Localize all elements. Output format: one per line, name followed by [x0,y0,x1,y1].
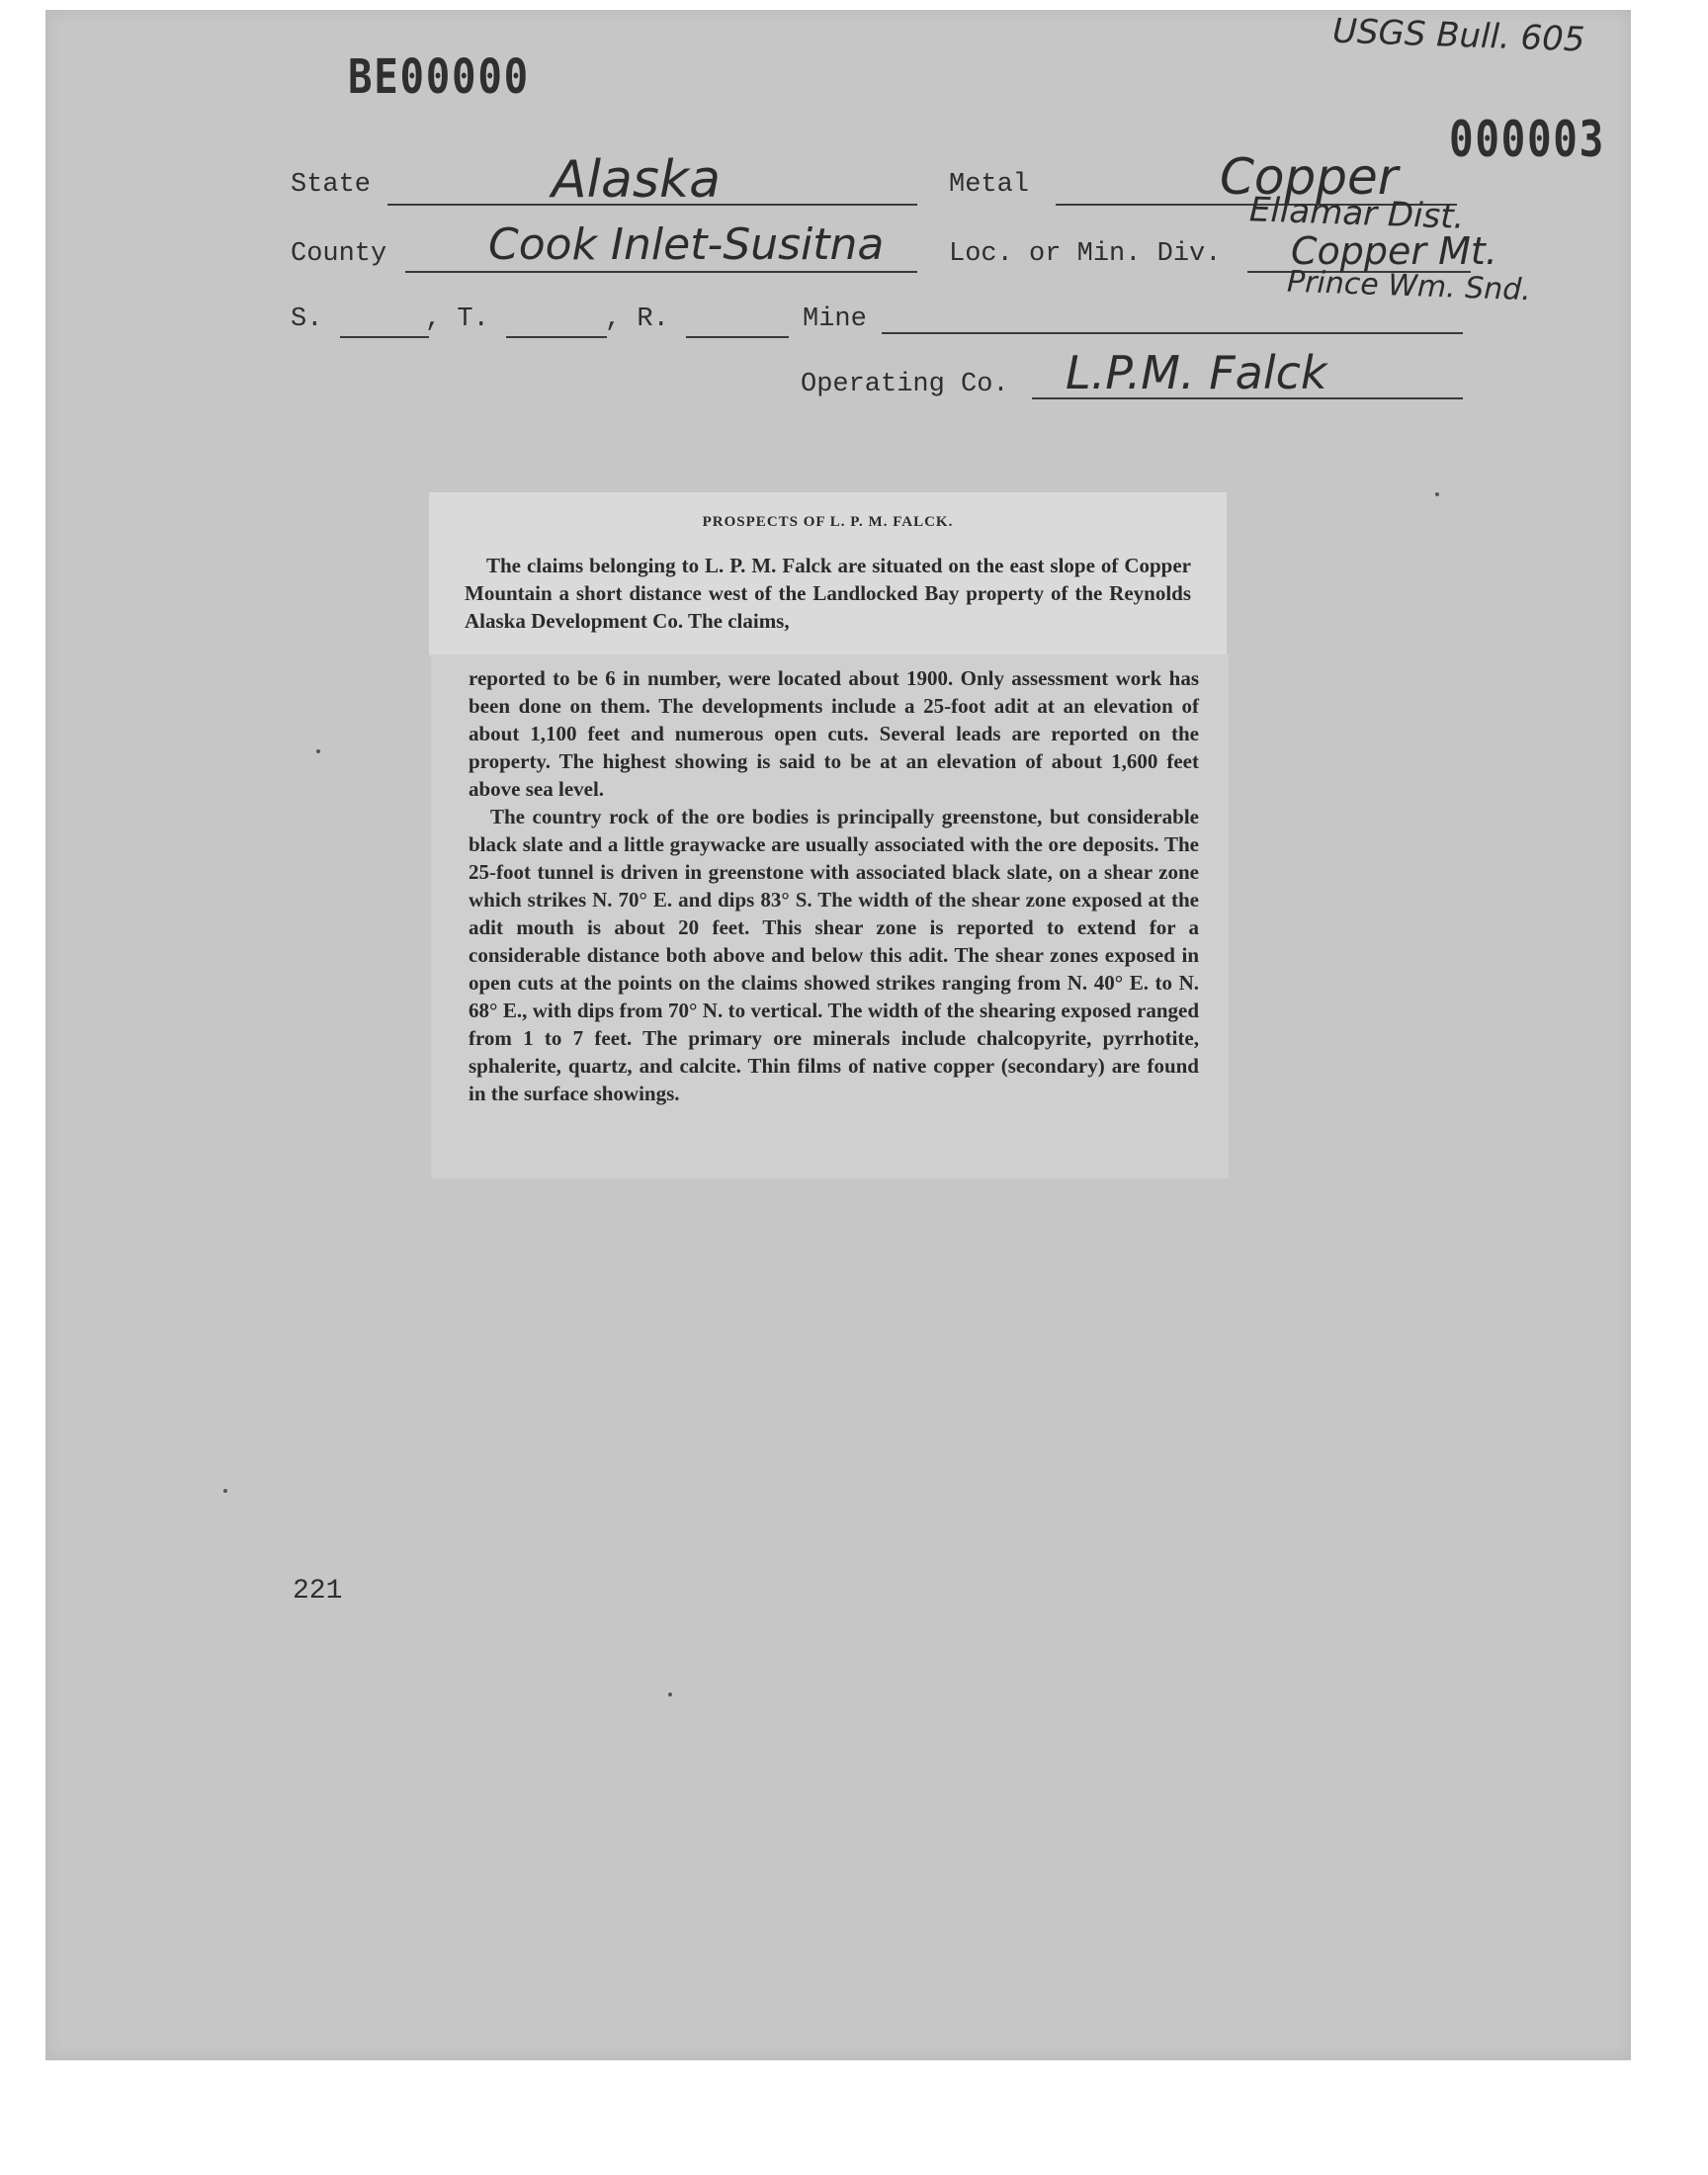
state-label: State [291,170,372,200]
operating-company-value: L.P.M. Falck [1066,346,1327,399]
state-value: Alaska [552,150,721,210]
section-line [340,336,429,338]
clipping-paragraph-1-start: The claims belonging to L. P. M. Falck are situated on the east slope of Copper Mountain a short distance west of the Landlocked Bay property of the Reynolds Alaska Development Co. The claims, [465,554,1191,633]
scan-speck [223,1489,227,1493]
township-label: , T. [425,304,489,334]
record-number-stamp: 000003 [1449,111,1605,168]
mine-line [882,332,1463,334]
section-label: S. [291,304,323,334]
clipping-paragraph-1-continued: reported to be 6 in number, were located about 1900. Only assessment work has been done on them. The developments include a 25-foot adit at an elevation of about 1,100 feet and numerous open cuts. Several leads are reported on the property. The highest showing is said to be at an elevation of about 1,600 feet above sea level. [469,666,1199,801]
page-number: 221 [293,1576,343,1607]
loc-value-line-2: Copper Mt. [1291,229,1497,273]
county-value: Cook Inlet-Susitna [488,219,885,270]
loc-label: Loc. or Min. Div. [949,239,1222,269]
scan-speck [668,1693,672,1696]
operating-company-label: Operating Co. [801,370,1009,399]
clipping-bottom-piece [431,654,1229,1178]
township-line [506,336,607,338]
range-line [686,336,789,338]
top-code-stamp: BE00000 [348,49,530,105]
clipping-top-piece [429,492,1227,655]
scan-speck [316,749,320,753]
metal-label: Metal [949,170,1030,200]
loc-value-line-1: Ellamar Dist. [1248,190,1466,237]
mine-label: Mine [803,304,867,334]
scan-speck [1435,492,1439,496]
loc-value-line-3: Prince Wm. Snd. [1286,264,1532,308]
clipping-paragraph-2: The country rock of the ore bodies is principally greenstone, but considerable black slate and a little graywacke are usually associated with the ore deposits. The 25-foot tunnel is driven in greenstone with associated black slate, on a shear zone which strikes N. 70° E. and dips 83° S. The width of the shear zone exposed at the adit mouth is about 20 feet. This shear zone is reported to extend for a considerable distance both above and below this adit. The shear zones exposed in open cuts at the points on the claims showed strikes ranging from N. 40° E. to N. 68° E., with dips from 70° N. to vertical. The width of the shearing exposed ranged from 1 to 7 feet. The primary ore minerals include chalcopyrite, pyrrhotite, sphalerite, quartz, and calcite. Thin films of native copper (secondary) are found in the surface showings. [469,805,1199,1105]
county-line [405,271,917,273]
usgs-bulletin-annotation: USGS Bull. 605 [1331,11,1586,60]
county-label: County [291,239,387,269]
metal-value: Copper [1220,148,1399,206]
clipping-title: PROSPECTS OF L. P. M. FALCK. [702,514,954,530]
range-label: , R. [605,304,669,334]
